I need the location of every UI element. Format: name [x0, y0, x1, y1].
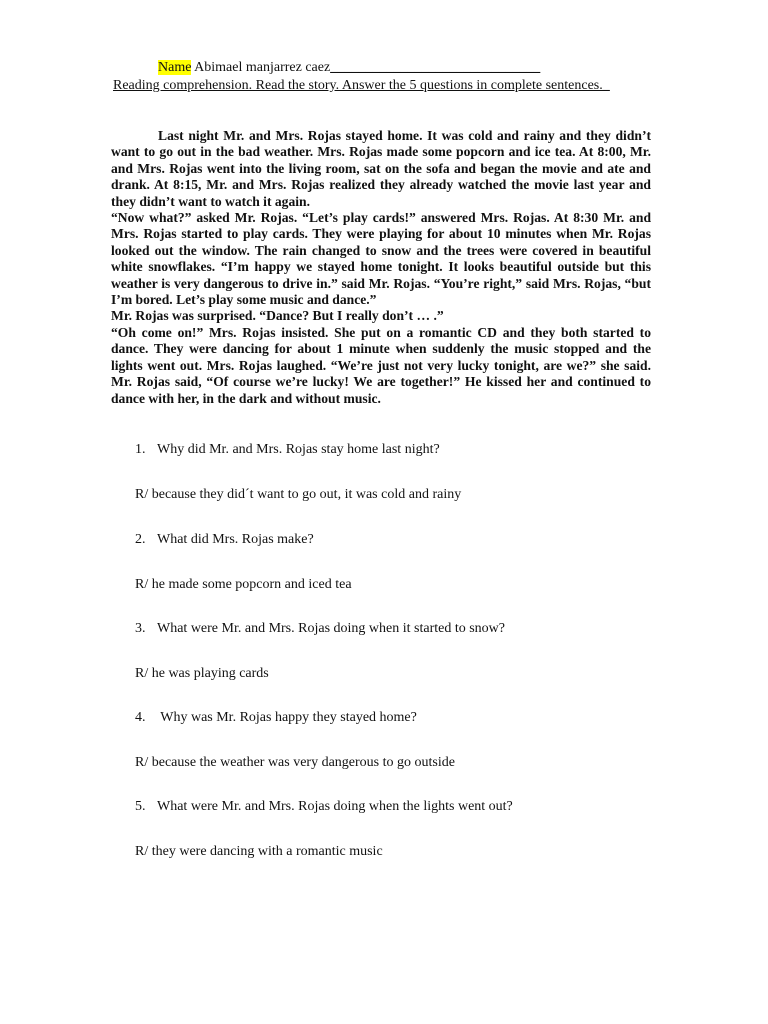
question-3: [135, 620, 505, 638]
student-name: Abimael manjarrez caez: [191, 60, 331, 75]
name-line: [158, 59, 540, 77]
question-5: [135, 798, 513, 816]
answer-5: R/ they were dancing with a romantic music: [135, 844, 383, 859]
story-paragraph: Mr. Rojas was surprised. “Dance? But I really don’t … .”: [111, 308, 444, 324]
answer-2: R/ he made some popcorn and iced tea: [135, 577, 352, 592]
question-text: What were Mr. and Mrs. Rojas doing when it started to snow?: [157, 621, 505, 636]
story-paragraph: “Oh come on!” Mrs. Rojas insisted. She put on a romantic CD and they both started to dance. They were dancing for about 1 minute when suddenly the music stopped and the lights went out. Mrs. Rojas laughed. “We’re just not very lucky tonight, are we?” she said. Mr. Rojas said, “Of course we’re lucky! We are together!” He kissed her and continued to dance with her, in the dark and without music.: [111, 324, 651, 406]
question-number: 3.: [135, 621, 146, 636]
answer-3: R/ he was playing cards: [135, 666, 269, 681]
question-4: [135, 709, 417, 727]
answer-4: R/ because the weather was very dangerous to go outside: [135, 755, 455, 770]
name-label: Name: [158, 60, 192, 75]
question-number: 1.: [135, 442, 146, 457]
question-number: 2.: [135, 532, 146, 547]
name-blank-line: ______________________________: [330, 60, 541, 75]
question-1: [135, 441, 440, 459]
question-number: 5.: [135, 799, 146, 814]
story-text: [111, 128, 651, 407]
question-text: What did Mrs. Rojas make?: [157, 532, 314, 547]
question-text: Why did Mr. and Mrs. Rojas stay home last night?: [157, 442, 440, 457]
story-paragraph: “Now what?” asked Mr. Rojas. “Let’s play cards!” answered Mrs. Rojas. At 8:30 Mr. and Mrs. Rojas started to play cards. They were playing for about 10 minutes when Mr. Rojas looked out the window. The rain changed to snow and the trees were covered in beautiful white snowflakes. “I’m happy we stayed home tonight. It looks beautiful outside but this weather is very dangerous to drive in.” said Mr. Rojas. “You’re right,” said Mrs. Rojas, “but I’m bored. Let’s play some music and dance.”: [111, 210, 651, 308]
question-text: What were Mr. and Mrs. Rojas doing when the lights went out?: [157, 799, 513, 814]
instructions: Reading comprehension. Read the story. Answer the 5 questions in complete sentences._: [113, 78, 610, 93]
answer-1: R/ because they did´t want to go out, it was cold and rainy: [135, 487, 462, 502]
question-number: 4.: [135, 710, 146, 725]
question-2: [135, 531, 314, 549]
question-text: Why was Mr. Rojas happy they stayed home?: [157, 710, 417, 725]
story-paragraph: Last night Mr. and Mrs. Rojas stayed home. It was cold and rainy and they didn’t want to go out in the bad weather. Mrs. Rojas made some popcorn and ice tea. At 8:00, Mr. and Mrs. Rojas went into the living room, sat on the sofa and began the movie and ate and drank. At 8:15, Mr. and Mrs. Rojas realized they already watched the movie last year and they didn’t want to watch it again.: [111, 128, 651, 209]
